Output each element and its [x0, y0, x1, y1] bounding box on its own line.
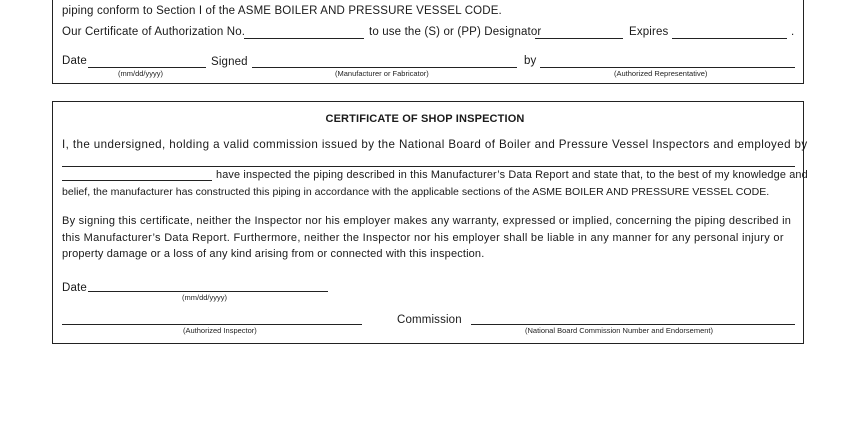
by-label: by: [524, 55, 537, 67]
expires-label: Expires: [629, 26, 669, 38]
manufacturer-signature-field[interactable]: [252, 67, 517, 68]
manufacturer-date-label: Date: [62, 55, 87, 67]
manufacturer-date-field[interactable]: [88, 67, 206, 68]
authorized-inspector-signature-field[interactable]: [62, 324, 362, 325]
certificate-number-field[interactable]: [244, 38, 364, 39]
authorized-representative-field[interactable]: [540, 67, 795, 68]
inspector-statement-line1: I, the undersigned, holding a valid commission issued by the National Board of Boiler and Pressure Vessel Inspectors and employed by: [62, 138, 808, 151]
signed-label: Signed: [211, 56, 248, 68]
employer-field-continued[interactable]: [62, 180, 212, 181]
authorized-inspector-hint: (Authorized Inspector): [183, 326, 257, 335]
disclaimer-line3: property damage or a loss of any kind arising from or connected with this inspection.: [62, 248, 485, 260]
inspector-statement-line4: belief, the manufacturer has constructed this piping in accordance with the applicable sections of the ASME BOILER AND PRESSURE VESSEL CODE.: [62, 186, 770, 198]
inspection-date-field[interactable]: [88, 291, 328, 292]
expires-field[interactable]: [672, 38, 787, 39]
disclaimer-line2: this Manufacturer’s Data Report. Furthermore, neither the Inspector nor his employer shall be liable in any manner for any personal injury or: [62, 232, 784, 244]
inspection-date-hint: (mm/dd/yyyy): [182, 293, 227, 302]
manufacturer-date-hint: (mm/dd/yyyy): [118, 69, 163, 78]
shop-inspection-title: CERTIFICATE OF SHOP INSPECTION: [325, 113, 525, 125]
inspector-statement-line3: have inspected the piping described in this Manufacturer’s Data Report and state that, to the best of my knowledge and: [216, 169, 808, 181]
employer-field[interactable]: [62, 166, 795, 167]
commission-number-field[interactable]: [471, 324, 795, 325]
designator-field[interactable]: [535, 38, 623, 39]
commission-number-hint: (National Board Commission Number and Endorsement): [525, 326, 713, 335]
expires-period: .: [791, 26, 795, 38]
authorized-representative-hint: (Authorized Representative): [614, 69, 708, 78]
commission-label: Commission: [397, 314, 462, 326]
inspection-date-label: Date: [62, 282, 87, 294]
certificate-authorization-label: Our Certificate of Authorization No.: [62, 26, 246, 38]
designator-label: to use the (S) or (PP) Designator: [369, 26, 542, 38]
code-conformance-text: piping conform to Section I of the ASME BOILER AND PRESSURE VESSEL CODE.: [62, 5, 502, 17]
manufacturer-signature-hint: (Manufacturer or Fabricator): [335, 69, 429, 78]
disclaimer-line1: By signing this certificate, neither the Inspector nor his employer makes any warranty, expressed or implied, concerning the piping described in: [62, 215, 792, 227]
